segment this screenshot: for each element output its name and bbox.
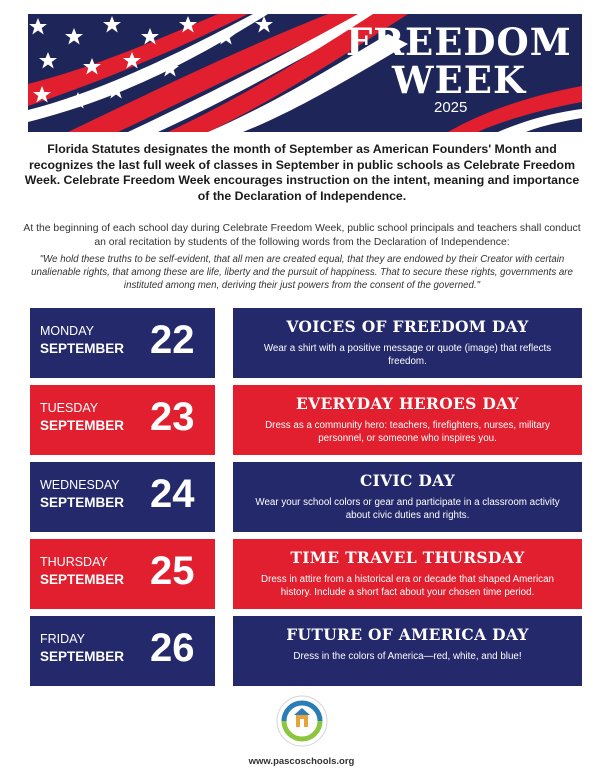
event-description: Dress in attire from a historical era or decade that shaped American history. Include a short fact about your chosen time period.	[261, 574, 554, 598]
event-description: Dress as a community hero: teachers, firefighters, nurses, military personnel, or someone who inspires you.	[265, 420, 550, 444]
event-title: VOICES OF FREEDOM DAY	[286, 317, 529, 336]
day-number: 25	[150, 549, 195, 593]
event-box	[233, 462, 582, 532]
weekday-label: FRIDAY	[40, 632, 85, 646]
date-box	[30, 539, 215, 609]
weekday-label: TUESDAY	[40, 401, 99, 415]
event-description: Wear a shirt with a positive message or quote (image) that reflects freedom.	[263, 343, 552, 367]
date-box	[30, 385, 215, 455]
day-number: 22	[150, 318, 195, 362]
date-box	[30, 462, 215, 532]
day-row-wednesday	[30, 462, 582, 532]
day-row-friday	[30, 616, 582, 686]
statute-paragraph: Florida Statutes designates the month of September as American Founders' Month and recognizes the last full week of classes in September in public schools as Celebrate Freedom Week. Celebrate Freedom Week encourages instruction on the intent, meaning and importance of the Declaration of Independence.	[24, 142, 580, 203]
date-box	[30, 308, 215, 378]
event-box	[233, 385, 582, 455]
weekday-label: MONDAY	[40, 324, 94, 338]
month-label: SEPTEMBER	[40, 649, 125, 664]
declaration-quote: "We hold these truths to be self-evident, that all men are created equal, that they are endowed by their Creator with certain unalienable rights, that among these are life, liberty and the pursuit of happiness. That to secure these rights, governments are instituted among men, deriving their just powers from the consent of the governed."	[31, 254, 573, 291]
day-row-monday	[30, 308, 582, 378]
day-number: 26	[150, 626, 195, 670]
event-title: TIME TRAVEL THURSDAY	[290, 548, 525, 567]
banner-title-line1: FREEDOM	[346, 20, 572, 64]
day-number: 23	[150, 395, 195, 439]
banner-year: 2025	[434, 99, 468, 116]
day-row-thursday	[30, 539, 582, 609]
day-row-tuesday	[30, 385, 582, 455]
month-label: SEPTEMBER	[40, 418, 125, 433]
website-url: www.pascoschools.org	[248, 756, 355, 767]
month-label: SEPTEMBER	[40, 572, 125, 587]
event-title: FUTURE OF AMERICA DAY	[286, 625, 529, 644]
event-box	[233, 539, 582, 609]
month-label: SEPTEMBER	[40, 495, 125, 510]
weekday-label: THURSDAY	[40, 555, 108, 569]
freedom-week-banner	[28, 14, 582, 132]
pasco-schools-logo	[276, 695, 328, 747]
recitation-paragraph: At the beginning of each school day during Celebrate Freedom Week, public school principals and teachers shall conduct an oral recitation by students of the following words from the Declaration of Independence:	[23, 223, 581, 248]
day-number: 24	[150, 472, 195, 516]
banner-title-line2: WEEK	[392, 58, 527, 102]
event-description: Wear your school colors or gear and participate in a classroom activity about civic duties and rights.	[255, 497, 560, 521]
month-label: SEPTEMBER	[40, 341, 125, 356]
weekday-label: WEDNESDAY	[40, 478, 120, 492]
event-box	[233, 616, 582, 686]
date-box	[30, 616, 215, 686]
event-box	[233, 308, 582, 378]
event-title: EVERYDAY HEROES DAY	[296, 394, 519, 413]
event-description: Dress in the colors of America—red, white, and blue!	[293, 651, 522, 662]
event-title: CIVIC DAY	[359, 471, 456, 490]
